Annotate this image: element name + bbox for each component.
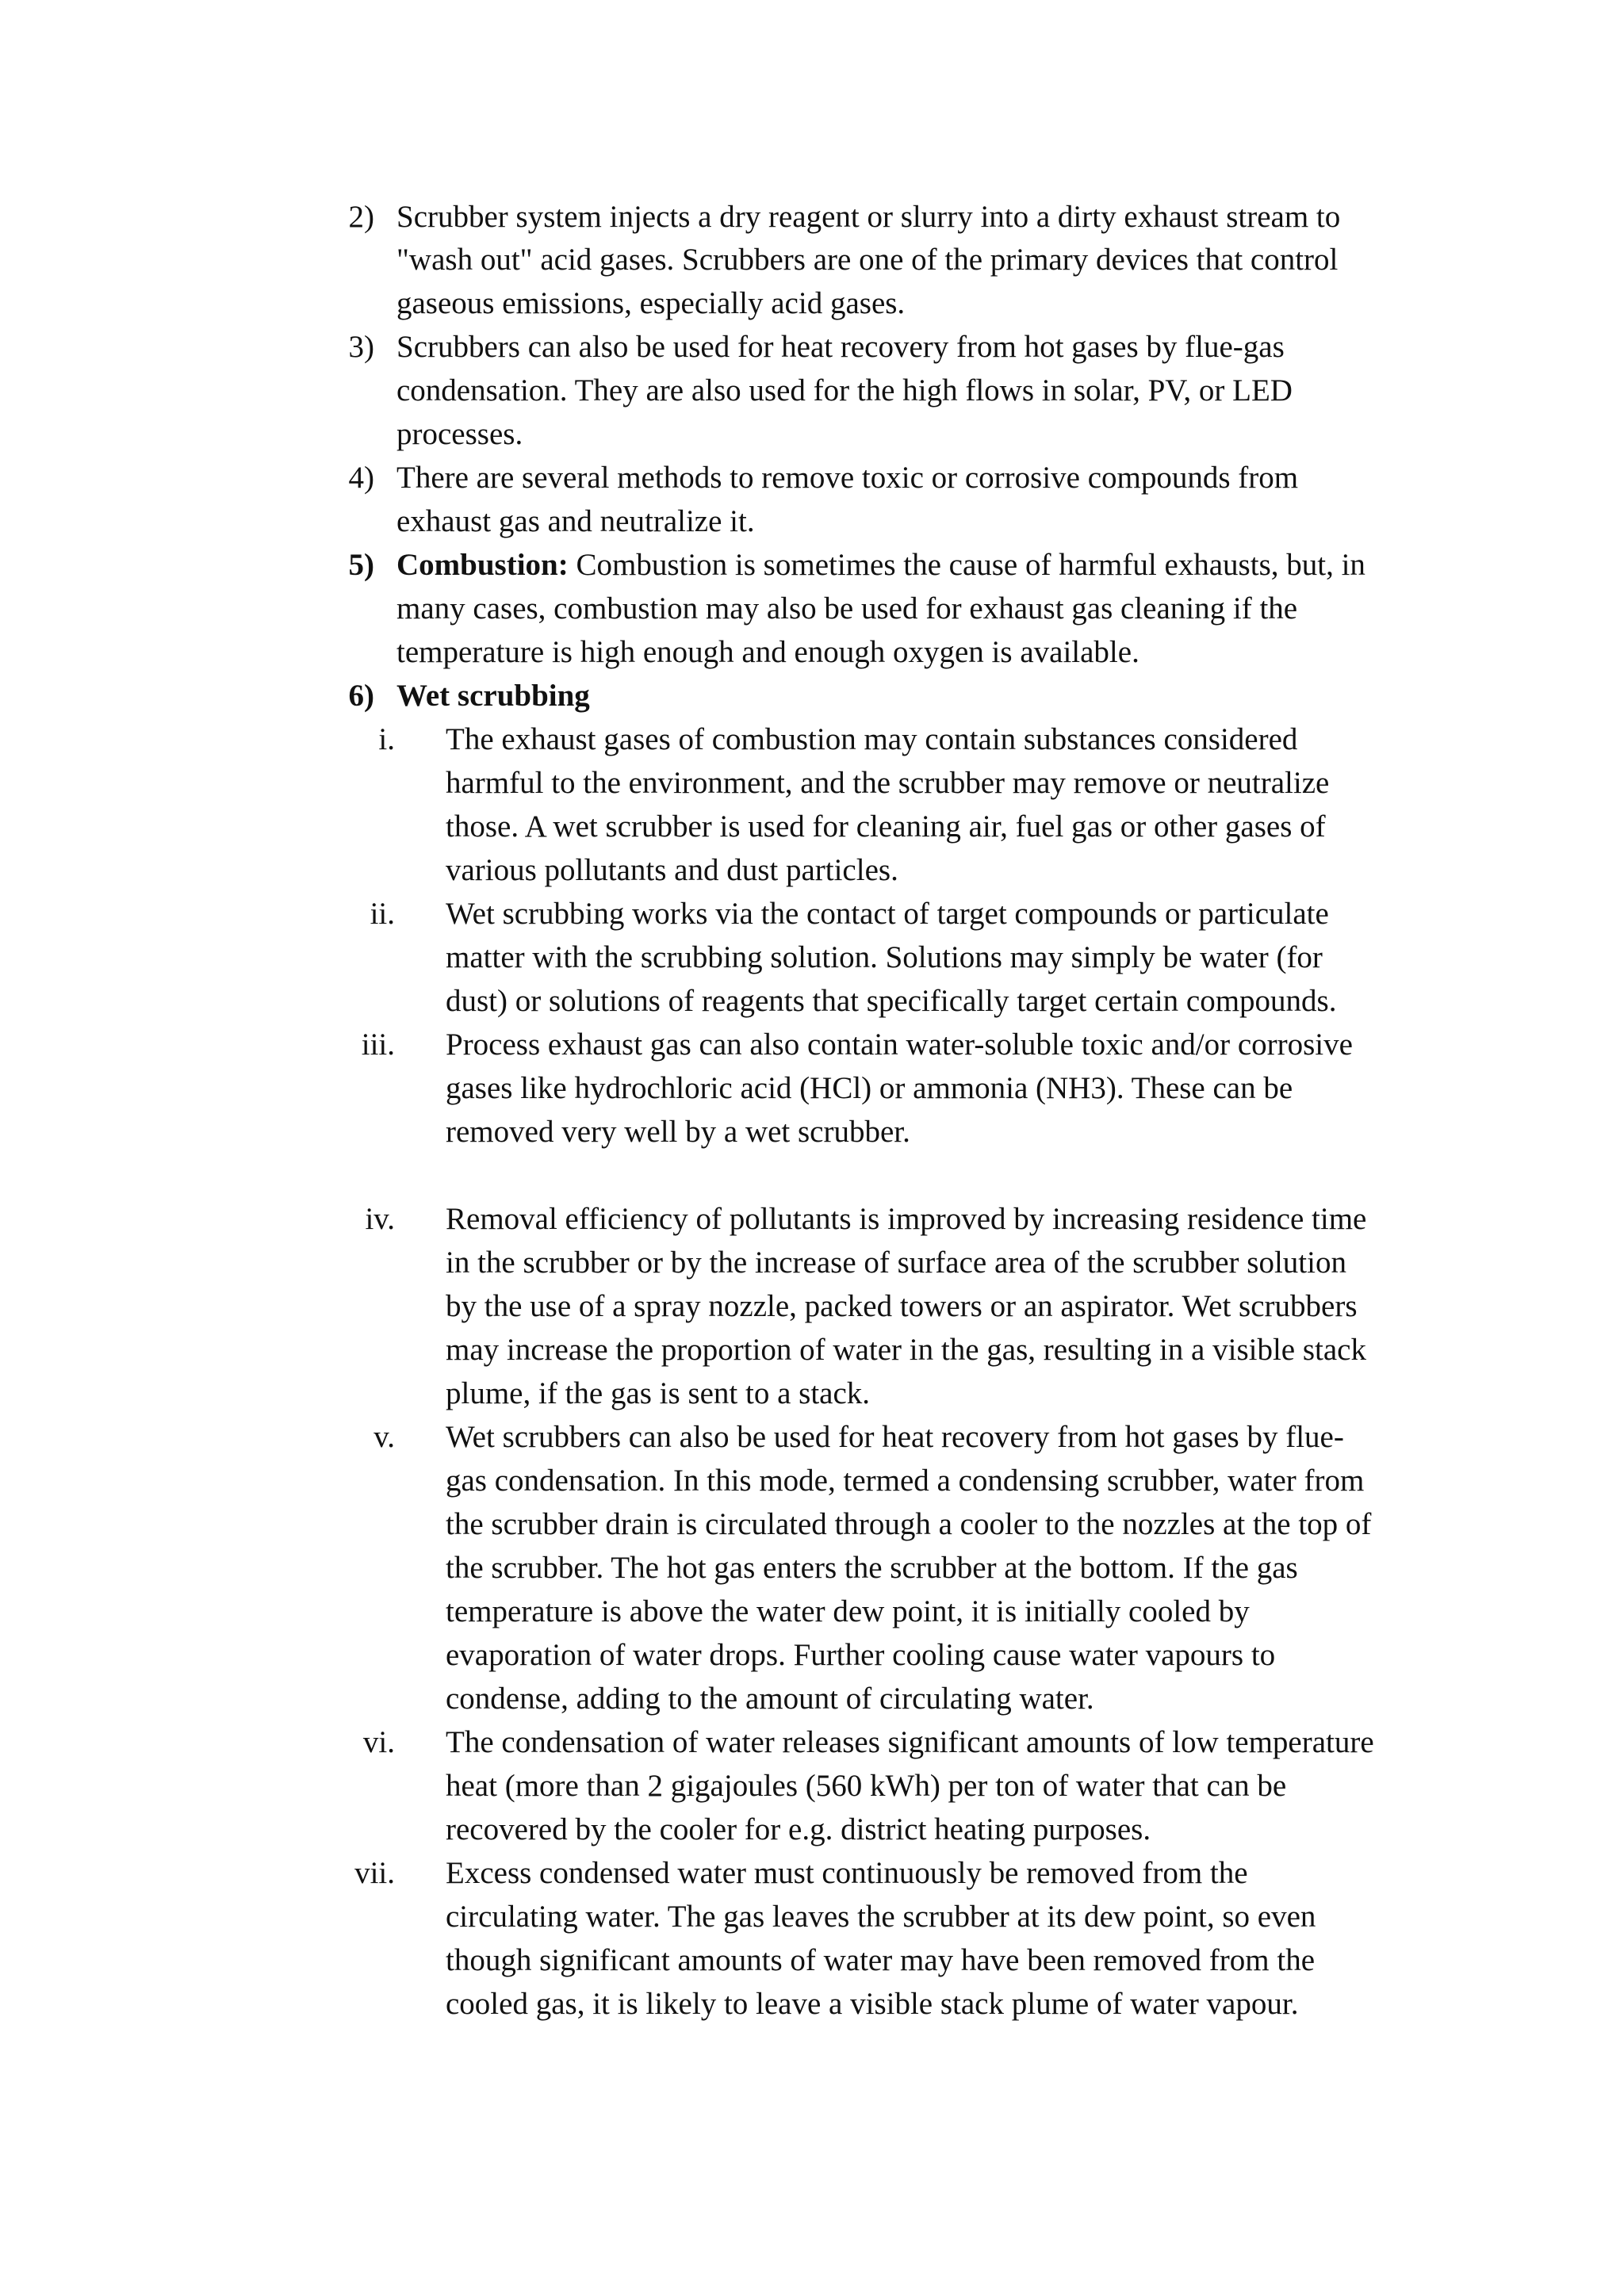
sublist-item-line: recovered by the cooler for e.g. district heating purposes. [446,1812,1151,1846]
sublist-marker: iv. [365,1202,395,1236]
sublist-item-line: various pollutants and dust particles. [446,853,898,887]
sublist-item-line: in the scrubber or by the increase of surface area of the scrubber solution [446,1246,1346,1280]
list-marker: 2) [348,200,374,234]
list-marker: 4) [348,461,374,495]
list-item-line: condensation. They are also used for the high flows in solar, PV, or LED [396,373,1293,408]
sublist-item-line: Wet scrubbers can also be used for heat recovery from hot gases by flue- [446,1420,1344,1454]
list-item-line: many cases, combustion may also be used for exhaust gas cleaning if the [396,591,1298,626]
sublist-marker: iii. [361,1027,395,1062]
sublist-marker: vii. [354,1856,395,1890]
sublist-item-line: The condensation of water releases significant amounts of low temperature [446,1725,1374,1759]
section-heading: Wet scrubbing [396,679,590,713]
sublist-item-line: circulating water. The gas leaves the scrubber at its dew point, so even [446,1900,1316,1934]
sublist-item-line: gases like hydrochloric acid (HCl) or ammonia (NH3). These can be [446,1071,1293,1105]
sublist-item-line: plume, if the gas is sent to a stack. [446,1376,871,1410]
sublist-item-line: evaporation of water drops. Further cooling cause water vapours to [446,1638,1276,1672]
sublist-item-line: condense, adding to the amount of circulating water. [446,1682,1094,1716]
sublist-item-line: the scrubber. The hot gas enters the scrubber at the bottom. If the gas [446,1551,1298,1585]
sublist-item-line: though significant amounts of water may have been removed from the [446,1943,1315,1977]
sublist-item-line: heat (more than 2 gigajoules (560 kWh) per ton of water that can be [446,1769,1287,1803]
list-item-line [396,545,1365,586]
list-item-line: temperature is high enough and enough oxygen is available. [396,635,1139,669]
sublist-item-line: Excess condensed water must continuously be removed from the [446,1856,1248,1890]
list-item-line: gaseous emissions, especially acid gases. [396,286,906,320]
list-item-line: Scrubber system injects a dry reagent or slurry into a dirty exhaust stream to [396,200,1341,234]
list-item-line: processes. [396,417,523,451]
sublist-marker: vi. [362,1725,395,1759]
sublist-item-line: by the use of a spray nozzle, packed towers or an aspirator. Wet scrubbers [446,1289,1358,1323]
sublist-marker: i. [378,722,395,756]
sublist-item-line: Process exhaust gas can also contain water-soluble toxic and/or corrosive [446,1027,1353,1062]
sublist-item-line: the scrubber drain is circulated through a cooler to the nozzles at the top of [446,1507,1372,1541]
sublist-item-line: those. A wet scrubber is used for cleaning air, fuel gas or other gases of [446,809,1326,844]
sublist-item-line: temperature is above the water dew point, it is initially cooled by [446,1594,1250,1628]
list-item-line: "wash out" acid gases. Scrubbers are one of the primary devices that control [396,243,1339,277]
sublist-item-line: Wet scrubbing works via the contact of target compounds or particulate [446,897,1329,931]
item-text: Combustion is sometimes the cause of harmful exhausts, but, in [568,548,1365,582]
sublist-item-line: Removal efficiency of pollutants is improved by increasing residence time [446,1202,1367,1236]
sublist-marker: ii. [370,897,395,931]
item-heading: Combustion: [396,548,569,582]
sublist-item-line: gas condensation. In this mode, termed a condensing scrubber, water from [446,1464,1365,1498]
sublist-item-line: matter with the scrubbing solution. Solutions may simply be water (for [446,940,1323,974]
sublist-item-line: may increase the proportion of water in the gas, resulting in a visible stack [446,1333,1366,1367]
sublist-item-line: cooled gas, it is likely to leave a visible stack plume of water vapour. [446,1987,1299,2021]
sublist-marker: v. [373,1420,395,1454]
list-marker: 3) [348,330,374,364]
sublist-item-line: The exhaust gases of combustion may contain substances considered [446,722,1298,756]
sublist-item-line: removed very well by a wet scrubber. [446,1115,910,1149]
list-marker: 5) [348,548,374,582]
list-item-line: exhaust gas and neutralize it. [396,504,755,538]
list-item-line: Scrubbers can also be used for heat recovery from hot gases by flue-gas [396,330,1285,364]
list-item-line: There are several methods to remove toxic or corrosive compounds from [396,461,1299,495]
sublist-item-line: dust) or solutions of reagents that specifically target certain compounds. [446,984,1337,1018]
sublist-item-line: harmful to the environment, and the scrubber may remove or neutralize [446,766,1330,800]
list-marker: 6) [348,679,374,713]
